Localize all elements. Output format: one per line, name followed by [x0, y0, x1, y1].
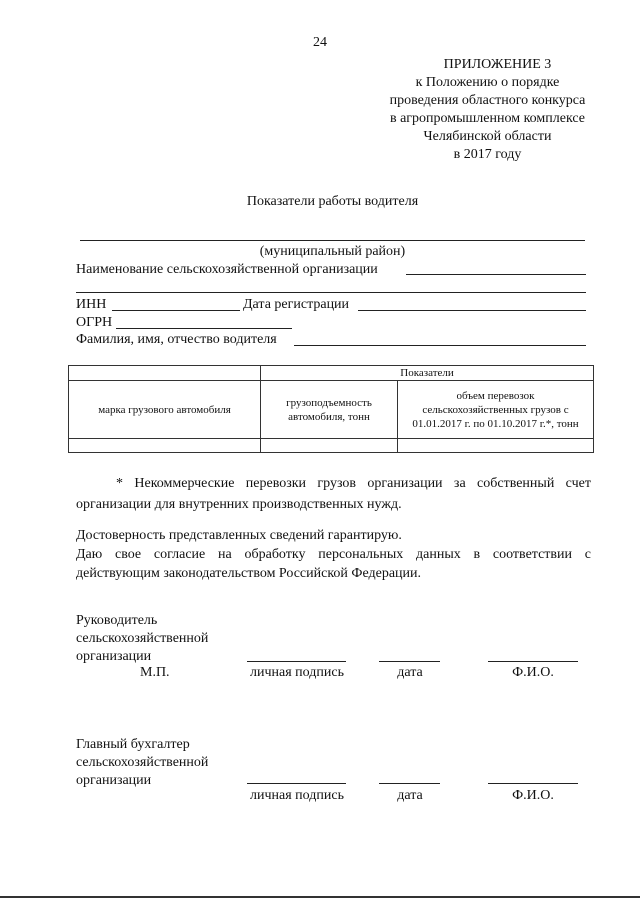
table-group-header: Показатели [261, 366, 594, 381]
inn-field[interactable] [112, 310, 240, 311]
head-title-line: сельскохозяйственной [76, 631, 209, 646]
driver-name-label: Фамилия, имя, отчество водителя [76, 332, 277, 347]
head-signature-line[interactable] [247, 661, 346, 662]
footnote: * Некоммерческие перевозки грузов организации за собственный счет организации для внутренних производственных нужд. [76, 476, 591, 512]
municipal-label: (муниципальный район) [259, 244, 406, 259]
reg-date-field[interactable] [358, 310, 586, 311]
appendix-line: в 2017 году [453, 147, 522, 162]
appendix-line: к Положению о порядке [415, 75, 560, 90]
ogrn-field[interactable] [116, 328, 292, 329]
accountant-signature-caption: личная подпись [250, 788, 344, 803]
table-row [69, 439, 594, 453]
appendix-line: Челябинской области [423, 129, 552, 144]
table-cell-truck-brand[interactable] [69, 439, 261, 453]
reg-date-label: Дата регистрации [243, 297, 350, 312]
head-name-caption: Ф.И.О. [512, 665, 554, 680]
accountant-signature-line[interactable] [247, 783, 346, 784]
consent-text: Даю свое согласие на обработку персональных данных в соответствии с действующим законодательством Российской Федерации. [76, 547, 591, 581]
accountant-date-line[interactable] [379, 783, 440, 784]
stamp-label: М.П. [140, 665, 170, 680]
head-title-line: организации [76, 649, 152, 664]
accountant-title-line: сельскохозяйственной [76, 755, 209, 770]
head-name-line[interactable] [488, 661, 578, 662]
table-corner-cell [69, 366, 261, 381]
head-date-line[interactable] [379, 661, 440, 662]
appendix-line: проведения областного конкурса [389, 93, 586, 108]
accountant-date-caption: дата [397, 788, 423, 803]
org-name-field[interactable] [406, 274, 586, 275]
table-cell-capacity[interactable] [261, 439, 398, 453]
org-name-field-continuation[interactable] [76, 292, 586, 293]
driver-name-field[interactable] [294, 345, 586, 346]
municipal-field-line[interactable] [80, 240, 585, 241]
appendix-title: ПРИЛОЖЕНИЕ 3 [443, 57, 552, 72]
accountant-title [76, 736, 246, 790]
column-header-capacity: грузоподъемность автомобиля, тонн [261, 381, 398, 439]
column-header-cargo-volume: объем перевозок сельскохозяйственных грузов с 01.01.2017 г. по 01.10.2017 г.*, тонн [398, 381, 594, 439]
head-signature-caption: личная подпись [250, 665, 344, 680]
head-date-caption: дата [397, 665, 423, 680]
accountant-name-line[interactable] [488, 783, 578, 784]
accountant-title-line: организации [76, 773, 152, 788]
appendix-block [360, 56, 615, 164]
head-title-line: Руководитель [76, 613, 158, 628]
accountant-title-line: Главный бухгалтер [76, 737, 190, 752]
column-header-truck-brand: марка грузового автомобиля [69, 381, 261, 439]
ogrn-label: ОГРН [76, 315, 113, 330]
indicators-table [68, 365, 594, 453]
head-title [76, 612, 246, 666]
org-name-label: Наименование сельскохозяйственной организации [76, 262, 378, 277]
accountant-name-caption: Ф.И.О. [512, 788, 554, 803]
appendix-line: в агропромышленном комплексе [389, 111, 586, 126]
table-cell-cargo-volume[interactable] [398, 439, 594, 453]
page-number: 24 [313, 35, 327, 50]
page-bottom-edge [0, 896, 640, 898]
guarantee-text: Достоверность представленных сведений гарантирую. [76, 528, 402, 543]
inn-label: ИНН [76, 297, 107, 312]
form-title: Показатели работы водителя [246, 194, 419, 209]
